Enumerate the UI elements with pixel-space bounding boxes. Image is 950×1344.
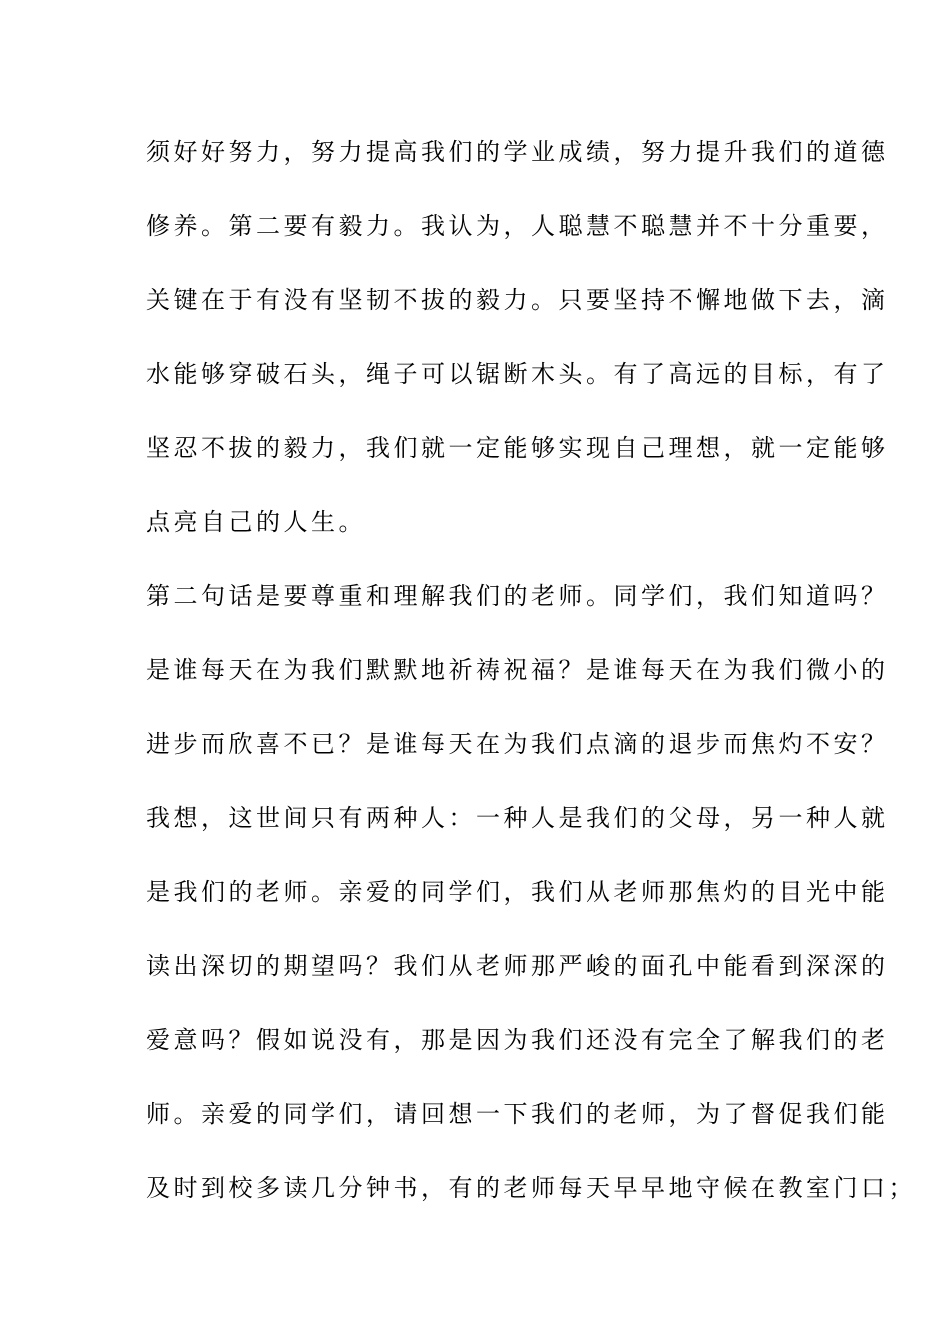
text-line: 师。亲爱的同学们，请回想一下我们的老师，为了督促我们能 bbox=[146, 1100, 889, 1128]
text-line: 是我们的老师。亲爱的同学们，我们从老师那焦灼的目光中能 bbox=[146, 878, 889, 906]
text-line: 水能够穿破石头，绳子可以锯断木头。有了高远的目标，有了 bbox=[146, 360, 889, 388]
text-line: 爱意吗？假如说没有，那是因为我们还没有完全了解我们的老 bbox=[146, 1026, 889, 1054]
text-line: 读出深切的期望吗？我们从老师那严峻的面孔中能看到深深的 bbox=[146, 952, 889, 980]
text-line: 第二句话是要尊重和理解我们的老师。同学们，我们知道吗？ bbox=[146, 582, 889, 610]
text-line: 是谁每天在为我们默默地祈祷祝福？是谁每天在为我们微小的 bbox=[146, 656, 889, 684]
text-line: 修养。第二要有毅力。我认为，人聪慧不聪慧并不十分重要， bbox=[146, 212, 889, 240]
text-line: 关键在于有没有坚韧不拔的毅力。只要坚持不懈地做下去，滴 bbox=[146, 286, 889, 314]
text-line: 我想，这世间只有两种人：一种人是我们的父母，另一种人就 bbox=[146, 804, 889, 832]
text-line: 及时到校多读几分钟书，有的老师每天早早地守候在教室门口； bbox=[146, 1174, 916, 1202]
text-line: 点亮自己的人生。 bbox=[146, 508, 366, 536]
text-line: 须好好努力，努力提高我们的学业成绩，努力提升我们的道德 bbox=[146, 138, 889, 166]
text-line: 坚忍不拔的毅力，我们就一定能够实现自己理想，就一定能够 bbox=[146, 434, 889, 462]
text-line: 进步而欣喜不已？是谁每天在为我们点滴的退步而焦灼不安？ bbox=[146, 730, 889, 758]
